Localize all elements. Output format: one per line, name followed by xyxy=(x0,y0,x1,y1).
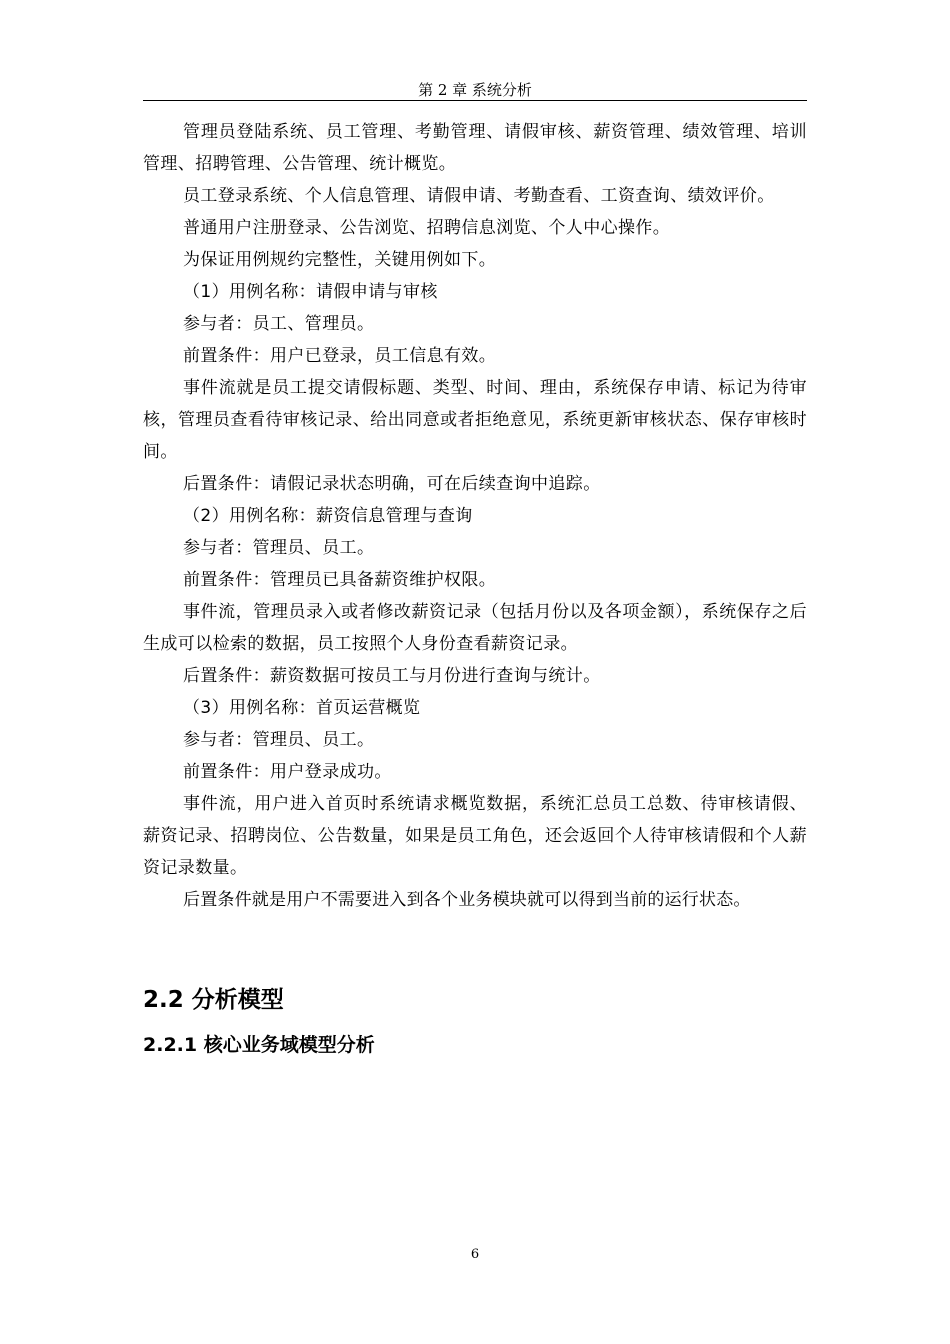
paragraph-admin-functions: 管理员登陆系统、员工管理、考勤管理、请假审核、薪资管理、绩效管理、培训管理、招聘管理、公告管理、统计概览。 xyxy=(143,122,807,174)
body-text xyxy=(143,116,807,916)
use-case-2-title: （2）用例名称：薪资信息管理与查询 xyxy=(183,506,473,526)
use-case-2-postcondition: 后置条件：薪资数据可按员工与月份进行查询与统计。 xyxy=(183,666,601,686)
subsection-heading: 2.2.1 核心业务域模型分析 xyxy=(143,1034,375,1056)
header-rule xyxy=(143,100,807,101)
use-case-3-event-flow: 事件流，用户进入首页时系统请求概览数据，系统汇总员工总数、待审核请假、薪资记录、招聘岗位、公告数量，如果是员工角色，还会返回个人待审核请假和个人薪资记录数量。 xyxy=(143,794,807,878)
section-heading: 2.2 分析模型 xyxy=(143,987,284,1013)
use-case-1-actors: 参与者：员工、管理员。 xyxy=(183,314,375,334)
use-case-3-title: （3）用例名称：首页运营概览 xyxy=(183,698,421,718)
paragraph-user-functions: 普通用户注册登录、公告浏览、招聘信息浏览、个人中心操作。 xyxy=(183,218,671,238)
use-case-1-precondition: 前置条件：用户已登录，员工信息有效。 xyxy=(183,346,497,366)
use-case-1-postcondition: 后置条件：请假记录状态明确，可在后续查询中追踪。 xyxy=(183,474,601,494)
paragraph-employee-functions: 员工登录系统、个人信息管理、请假申请、考勤查看、工资查询、绩效评价。 xyxy=(183,186,775,206)
page-number: 6 xyxy=(470,1247,480,1262)
use-case-2-precondition: 前置条件：管理员已具备薪资维护权限。 xyxy=(183,570,497,590)
paragraph-use-case-intro: 为保证用例规约完整性，关键用例如下。 xyxy=(183,250,497,270)
use-case-2-event-flow: 事件流，管理员录入或者修改薪资记录（包括月份以及各项金额），系统保存之后生成可以检索的数据，员工按照个人身份查看薪资记录。 xyxy=(143,602,807,654)
use-case-1-title: （1）用例名称：请假申请与审核 xyxy=(183,282,438,302)
use-case-2-actors: 参与者：管理员、员工。 xyxy=(183,538,375,558)
use-case-3-precondition: 前置条件：用户登录成功。 xyxy=(183,762,392,782)
use-case-1-event-flow: 事件流就是员工提交请假标题、类型、时间、理由，系统保存申请、标记为待审核，管理员查看待审核记录、给出同意或者拒绝意见，系统更新审核状态、保存审核时间。 xyxy=(143,378,807,462)
use-case-3-actors: 参与者：管理员、员工。 xyxy=(183,730,375,750)
running-header: 第 2 章 系统分析 xyxy=(418,81,532,99)
use-case-3-postcondition: 后置条件就是用户不需要进入到各个业务模块就可以得到当前的运行状态。 xyxy=(183,890,751,910)
